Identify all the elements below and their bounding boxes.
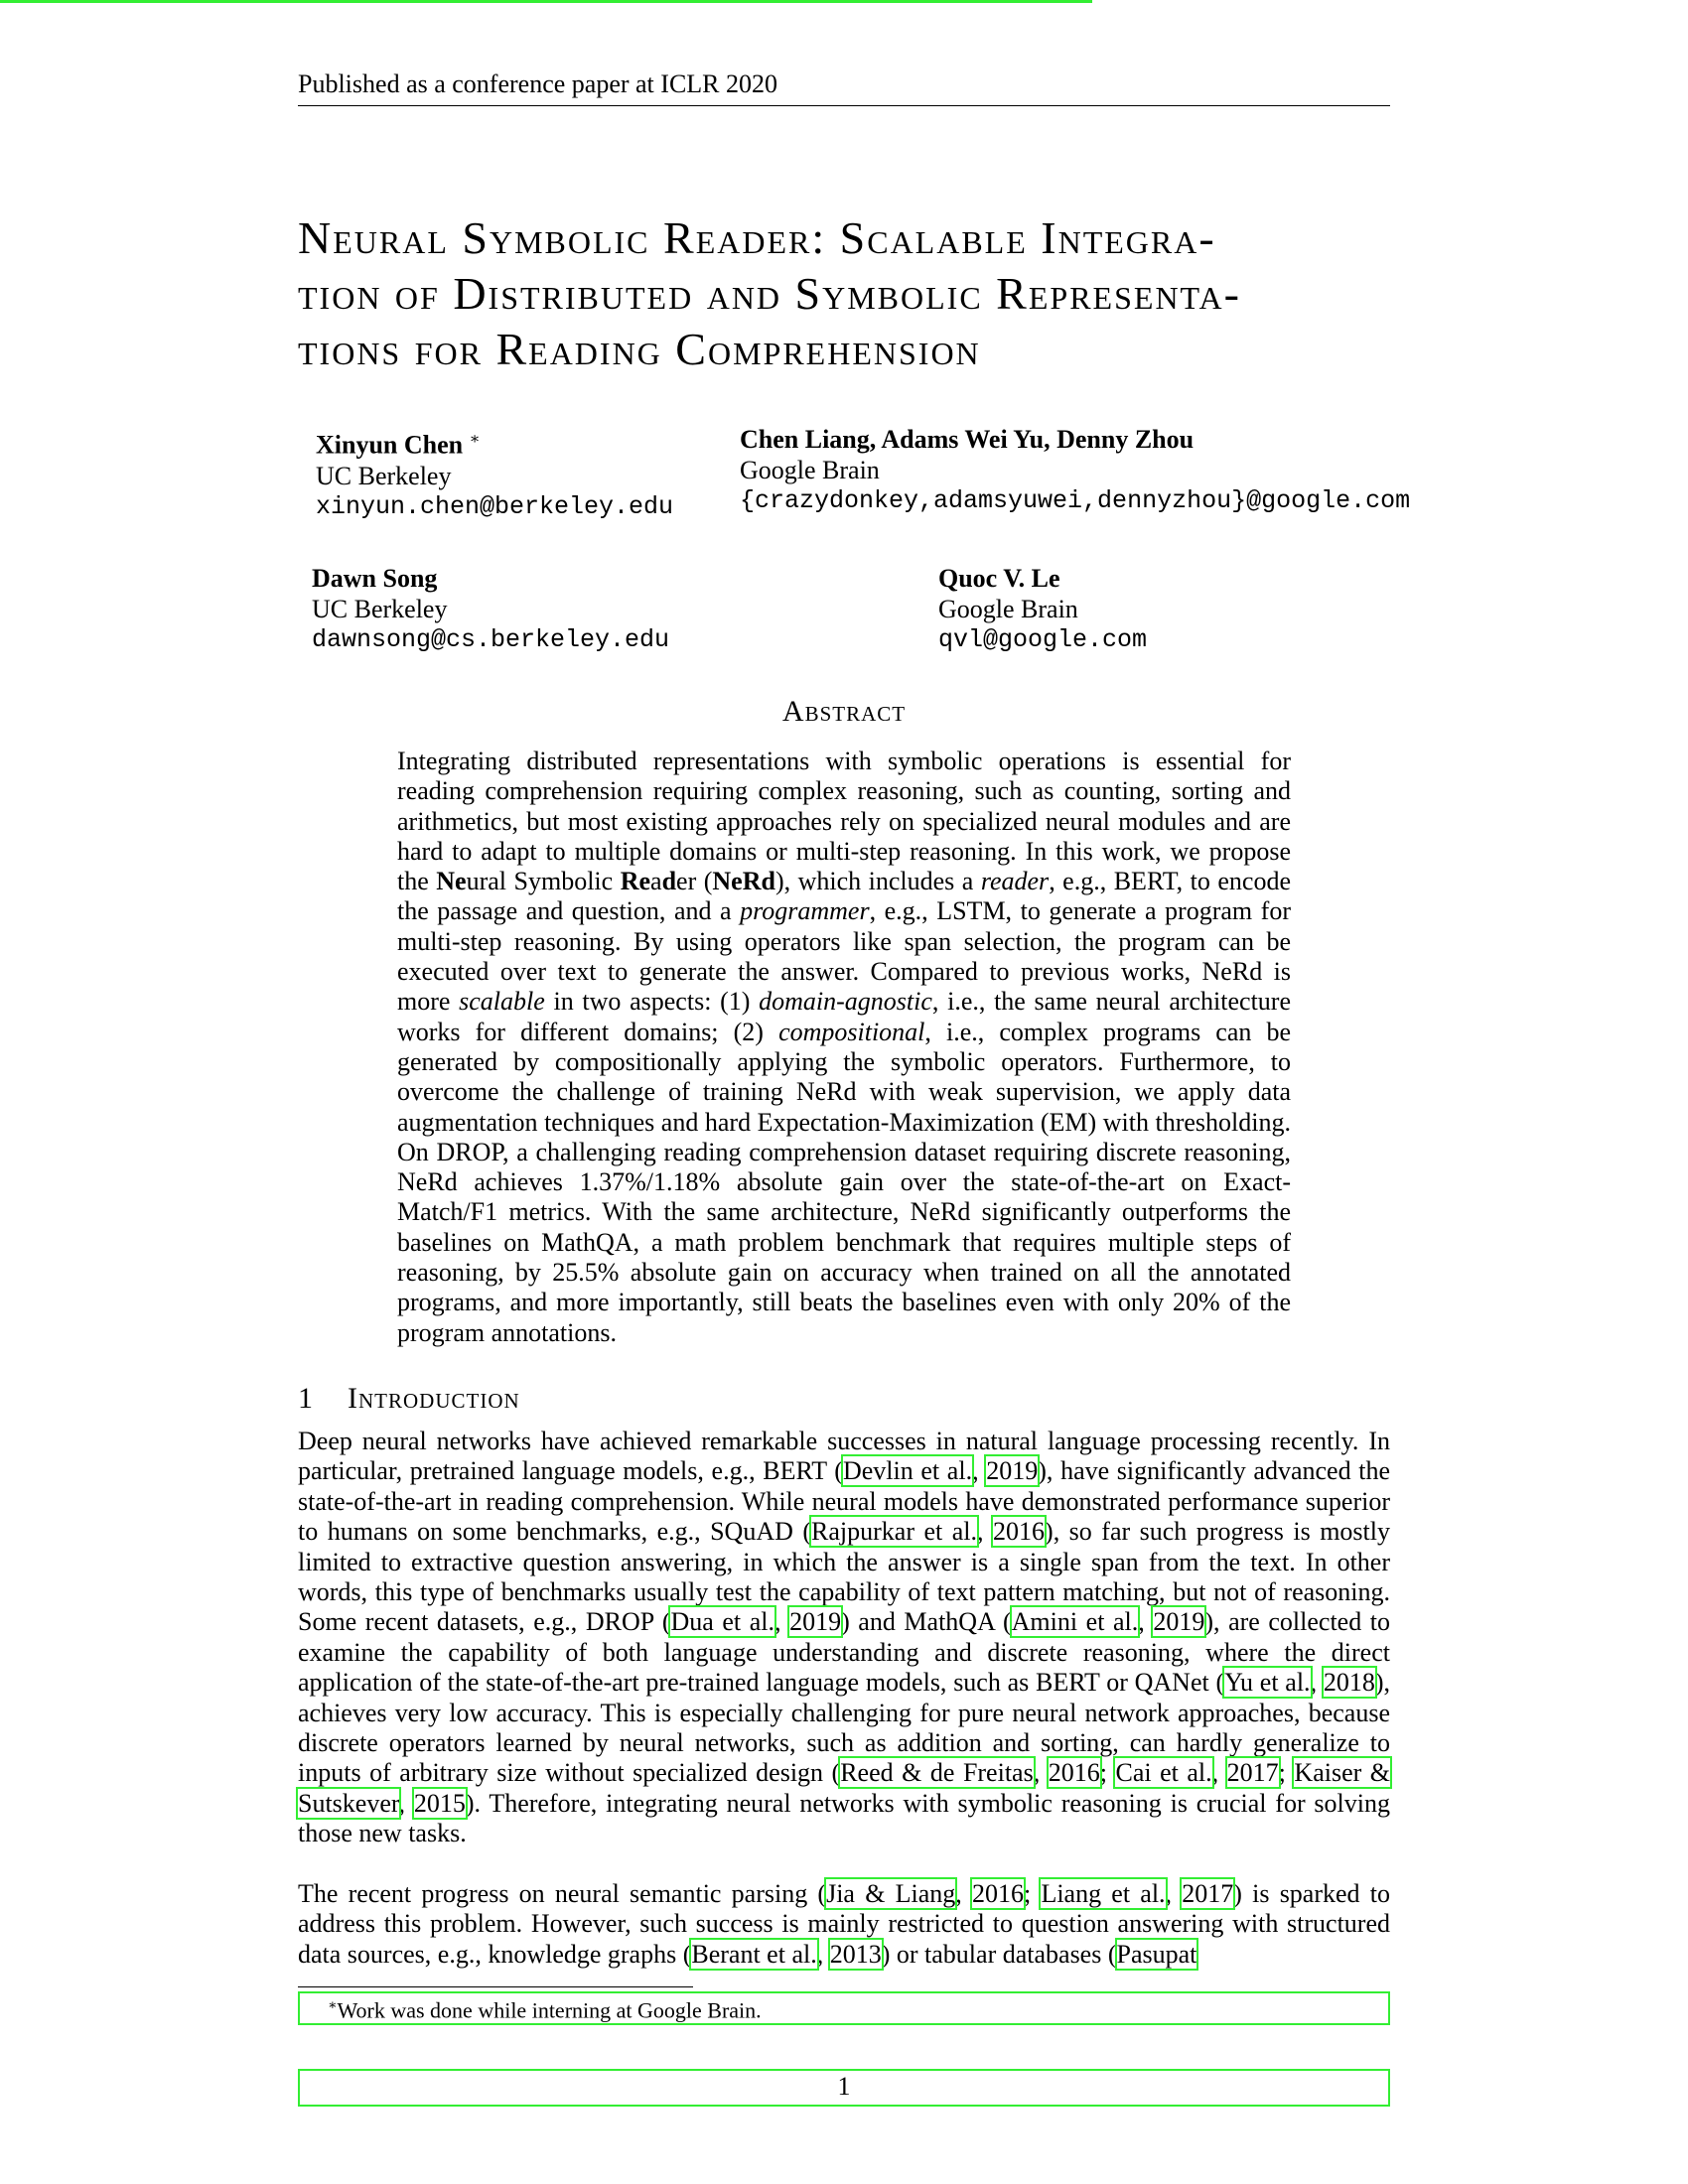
page-number: 1 bbox=[837, 2072, 851, 2101]
intro-paragraph-2: The recent progress on neural semantic parsing (Jia & Liang, 2016; Liang et al., 2017) is sparked to address this problem. However, such success is mainly restricted to question answering with structured data sources, e.g., knowledge graphs (Berant et al., 2013) or tabular databases (Pasupat bbox=[298, 1879, 1390, 1969]
author-email[interactable]: qvl@google.com bbox=[938, 625, 1148, 654]
author-block-google bbox=[740, 424, 1410, 516]
footnote-text: Work was done while interning at Google Brain. bbox=[337, 1997, 762, 2023]
top-highlight-bar bbox=[0, 0, 1092, 3]
title-line-1: Neural Symbolic Reader: Scalable Integra- bbox=[298, 212, 1216, 263]
abstract-text: , i.e., the same neural architecture works for different domains; (2) bbox=[397, 987, 1292, 1046]
abstract-heading: Abstract bbox=[781, 695, 907, 728]
citation-link[interactable]: Pasupat bbox=[1116, 1939, 1197, 1969]
citation-link[interactable]: 2018 bbox=[1323, 1668, 1375, 1698]
citation-link[interactable]: Dua et al. bbox=[670, 1607, 774, 1637]
author-name: Chen Liang, Adams Wei Yu, Denny Zhou bbox=[740, 425, 1195, 454]
author-affiliation: Google Brain bbox=[740, 456, 880, 484]
author-name: Quoc V. Le bbox=[938, 564, 1060, 593]
abstract-italic: programmer bbox=[740, 896, 870, 926]
citation-link[interactable]: Amini et al. bbox=[1011, 1607, 1139, 1637]
footnote bbox=[328, 1991, 762, 2025]
author-name: Xinyun Chen bbox=[316, 430, 464, 460]
citation-link[interactable]: Jia & Liang bbox=[826, 1879, 956, 1908]
author-affiliation: UC Berkeley bbox=[316, 461, 452, 490]
citation-link[interactable]: 2019 bbox=[986, 1456, 1039, 1486]
running-head: Published as a conference paper at ICLR 2020 bbox=[298, 69, 778, 98]
paragraph-text: ), have significantly advanced the state-of-the-art in reading comprehension. While neural models have demonstrated performance superior to humans on some benchmarks, e.g., SQuAD ( bbox=[298, 1456, 1391, 1547]
section-title: Introduction bbox=[348, 1382, 520, 1415]
abstract-body bbox=[397, 747, 1291, 1348]
citation-link[interactable]: Liang et al. bbox=[1041, 1879, 1166, 1908]
author-block-song bbox=[312, 563, 669, 655]
abstract-text: in two aspects: (1) bbox=[553, 987, 751, 1017]
footnote-rule bbox=[298, 1986, 693, 1987]
citation-link[interactable]: 2016 bbox=[972, 1879, 1024, 1908]
citation-link[interactable]: Kaiser & Sutskever bbox=[298, 1758, 1391, 1818]
citation-link[interactable]: Berant et al. bbox=[691, 1939, 817, 1969]
abstract-bold: d bbox=[661, 867, 677, 896]
abstract-text: ural Symbolic bbox=[466, 867, 621, 896]
paragraph-text: ), achieves very low accuracy. This is especially challenging for pure neural network approaches, because discrete operators learned by neural networks, such as addition and sorting, can hardly generalize to inputs of arbitrary size without specialized design ( bbox=[298, 1668, 1390, 1788]
citation-link[interactable]: 2015 bbox=[413, 1788, 466, 1818]
section-number: 1 bbox=[298, 1382, 314, 1415]
citation-link[interactable]: 2017 bbox=[1182, 1879, 1234, 1908]
abstract-bold: Ne bbox=[436, 867, 467, 896]
abstract-italic: compositional bbox=[778, 1017, 925, 1046]
footnote-mark: ∗ bbox=[328, 1998, 338, 2013]
citation-link[interactable]: Reed & de Freitas bbox=[840, 1758, 1034, 1788]
author-affiliation: Google Brain bbox=[938, 595, 1078, 623]
citation-link[interactable]: 2019 bbox=[789, 1607, 842, 1637]
citation-link[interactable]: 2016 bbox=[1048, 1758, 1100, 1788]
citation-link[interactable]: 2016 bbox=[993, 1517, 1046, 1547]
paragraph-text: ), are collected to examine the capability of both language understanding and discrete reasoning, where the direct application of the state-of-the-art pre-trained language models, such as BERT or QANet ( bbox=[298, 1607, 1391, 1698]
abstract-italic: scalable bbox=[459, 987, 545, 1017]
abstract-bold: Re bbox=[620, 867, 651, 896]
abstract-text: , e.g., LSTM, to generate a program for multi-step reasoning. By using operators like span selection, the program can be executed over text to generate the answer. Compared to previous works, NeRd is more bbox=[397, 896, 1291, 1017]
abstract-italic: reader bbox=[980, 867, 1050, 896]
citation-link[interactable]: 2013 bbox=[829, 1939, 882, 1969]
title-line-2: tion of Distributed and Symbolic Representa- bbox=[298, 268, 1241, 319]
author-email[interactable]: xinyun.chen@berkeley.edu bbox=[316, 491, 674, 521]
author-block-chen bbox=[316, 424, 673, 522]
citation-link[interactable]: Devlin et al. bbox=[842, 1456, 973, 1486]
author-email[interactable]: dawnsong@cs.berkeley.edu bbox=[312, 625, 670, 654]
paragraph-text: ) or tabular databases ( bbox=[881, 1939, 1117, 1969]
intro-paragraph-1: Deep neural networks have achieved remarkable successes in natural language processing recently. In particular, pretrained language models, e.g., BERT (Devlin et al., 2019), have significantly advanced the state-of-the-art in reading comprehension. While neural models have demonstrated performance superior to humans on some benchmarks, e.g., SQuAD (Rajpurkar et al., 2016), so far such progress is mostly limited to extractive question answering, in which the answer is a single span from the text. In other words, this type of benchmarks usually test the capability of text pattern matching, but not of reasoning. Some recent datasets, e.g., DROP (Dua et al., 2019) and MathQA (Amini et al., 2019), are collected to examine the capability of both language understanding and discrete reasoning, where the direct application of the state-of-the-art pre-trained language models, such as BERT or QANet (Yu et al., 2018), achieves very low accuracy. This is especially challenging for pure neural network approaches, because discrete operators learned by neural networks, such as addition and sorting, can hardly generalize to inputs of arbitrary size without specialized design (Reed & de Freitas, 2016; Cai et al., 2017; Kaiser & Sutskever, 2015). Therefore, integrating neural networks with symbolic reasoning is crucial for solving those new tasks. bbox=[298, 1427, 1391, 1848]
author-affiliation: UC Berkeley bbox=[312, 595, 448, 623]
citation-link[interactable]: 2017 bbox=[1226, 1758, 1279, 1788]
abstract-text: a bbox=[650, 867, 662, 896]
abstract-bold: NeRd bbox=[712, 867, 775, 896]
abstract-text: ), which includes a bbox=[774, 867, 974, 896]
header-rule bbox=[298, 105, 1390, 106]
author-block-le bbox=[938, 563, 1147, 655]
paper-title bbox=[298, 210, 1390, 377]
citation-link[interactable]: Rajpurkar et al. bbox=[811, 1517, 978, 1547]
paragraph-text: ) is sparked to address this problem. However, such success is mainly restricted to question answering with structured data sources, e.g., knowledge graphs ( bbox=[298, 1879, 1390, 1969]
citation-link[interactable]: 2019 bbox=[1153, 1607, 1205, 1637]
abstract-text: Integrating distributed representations with symbolic operations is essential for reading comprehension requiring complex reasoning, such as counting, sorting and arithmetics, but most existing approaches rely on specialized neural modules and are hard to adapt to multiple domains or multi-step reasoning. In this work, we propose the bbox=[397, 747, 1291, 896]
author-footnote-mark: ∗ bbox=[469, 431, 481, 448]
section-heading-introduction bbox=[298, 1382, 520, 1416]
paragraph-text: ), so far such progress is mostly limited to extractive question answering, in which the answer is a single span from the text. In other words, this type of benchmarks usually test the capability of text pattern matching, but not of reasoning. Some recent datasets, e.g., DROP ( bbox=[298, 1517, 1390, 1637]
title-line-3: tions for Reading Comprehension bbox=[298, 324, 981, 374]
paragraph-text: The recent progress on neural semantic parsing ( bbox=[298, 1879, 827, 1908]
citation-link[interactable]: Yu et al. bbox=[1224, 1668, 1311, 1698]
abstract-text: , e.g., BERT, to encode the passage and question, and a bbox=[397, 867, 1292, 926]
paragraph-text: ). Therefore, integrating neural networks with symbolic reasoning is crucial for solving those new tasks. bbox=[298, 1788, 1390, 1848]
abstract-italic: domain-agnostic bbox=[759, 987, 932, 1017]
abstract-text: er ( bbox=[676, 867, 713, 896]
paragraph-text: ) and MathQA ( bbox=[841, 1607, 1012, 1637]
author-email[interactable]: {crazydonkey,adamsyuwei,dennyzhou}@google.com bbox=[740, 486, 1411, 515]
paragraph-text: Deep neural networks have achieved remarkable successes in natural language processing recently. In particular, pretrained language models, e.g., BERT ( bbox=[298, 1427, 1390, 1486]
author-name: Dawn Song bbox=[312, 564, 438, 593]
citation-link[interactable]: Cai et al. bbox=[1115, 1758, 1212, 1788]
abstract-text: , i.e., complex programs can be generated by compositionally applying the symbolic operators. Furthermore, to overcome the challenge of training NeRd with weak supervision, we apply data augmentation techniques and hard Expectation-Maximization (EM) with thresholding. On DROP, a challenging reading comprehension dataset requiring discrete reasoning, NeRd achieves 1.37%/1.18% absolute gain over the state-of-the-art on Exact-Match/F1 metrics. With the same architecture, NeRd significantly outperforms the baselines on MathQA, a math problem benchmark that requires multiple steps of reasoning, by 25.5% absolute gain on accuracy when trained on all the annotated programs, and more importantly, still beats the baselines even with only 20% of the program annotations. bbox=[397, 1017, 1292, 1347]
